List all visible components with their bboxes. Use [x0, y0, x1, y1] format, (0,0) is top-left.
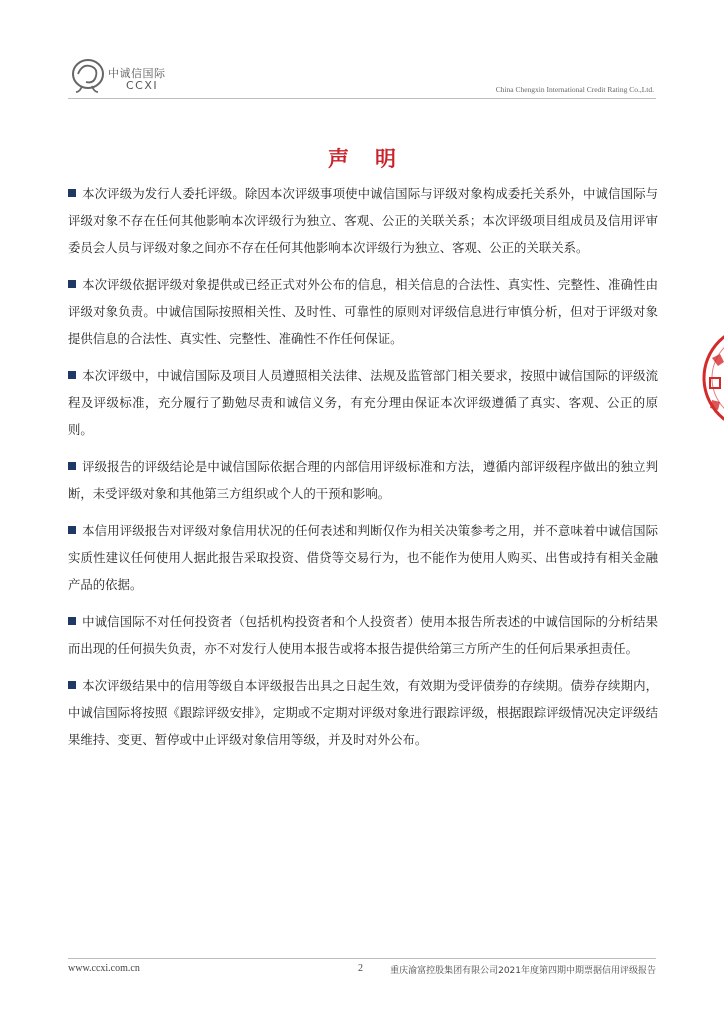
ccxi-logo [68, 56, 172, 98]
paragraph-text: 本次评级依据评级对象提供或已经正式对外公布的信息，相关信息的合法性、真实性、完整性、准确性由评级对象负责。中诚信国际按照相关性、及时性、可靠性的原则对评级信息进行审慎分析，但对于评级对象提供信息的合法性、真实性、完整性、准确性不作任何保证。 [68, 277, 658, 346]
statement-paragraph [68, 453, 658, 507]
statement-paragraph [68, 672, 658, 753]
logo-text-cn: 中诚信国际 [108, 67, 166, 80]
square-bullet-icon [68, 371, 76, 379]
paragraph-text: 本次评级结果中的信用等级自本评级报告出具之日起生效，有效期为受评债券的存续期。债券存续期内，中诚信国际将按照《跟踪评级安排》，定期或不定期对评级对象进行跟踪评级，根据跟踪评级情况决定评级结果维持、变更、暂停或中止评级对象信用等级，并及时对外公布。 [68, 678, 658, 747]
square-bullet-icon [68, 526, 76, 534]
page-title: 声明 [328, 147, 422, 171]
footer-website: www.ccxi.com.cn [68, 963, 140, 974]
paragraph-text: 本次评级中，中诚信国际及项目人员遵照相关法律、法规及监管部门相关要求，按照中诚信国际的评级流程及评级标准，充分履行了勤勉尽责和诚信义务，有充分理由保证本次评级遵循了真实、客观、公正的原则。 [68, 368, 658, 437]
paragraph-text: 评级报告的评级结论是中诚信国际依据合理的内部信用评级标准和方法，遵循内部评级程序做出的独立判断，未受评级对象和其他第三方组织或个人的干预和影响。 [68, 459, 658, 501]
square-bullet-icon [68, 280, 76, 288]
header-org-name: China Chengxin International Credit Rating Co.,Ltd. [495, 85, 654, 94]
statement-paragraph [68, 362, 658, 443]
paragraph-text: 中诚信国际不对任何投资者（包括机构投资者和个人投资者）使用本报告所表述的中诚信国际的分析结果而出现的任何损失负责，亦不对发行人使用本报告或将本报告提供给第三方所产生的任何后果承担责任。 [68, 614, 658, 656]
statement-paragraph [68, 517, 658, 598]
statement-paragraph [68, 180, 658, 261]
page-header [0, 0, 724, 110]
paragraph-text: 本信用评级报告对评级对象信用状况的任何表述和判断仅作为相关决策参考之用，并不意味着中诚信国际实质性建议任何使用人据此报告采取投资、借贷等交易行为，也不能作为使用人购买、出售或持有相关金融产品的依据。 [68, 523, 658, 592]
square-bullet-icon [68, 681, 76, 689]
elephant-logo-icon [68, 56, 108, 96]
square-bullet-icon [68, 189, 76, 197]
paragraph-text: 本次评级为发行人委托评级。除因本次评级事项使中诚信国际与评级对象构成委托关系外，中诚信国际与评级对象不存在任何其他影响本次评级行为独立、客观、公正的关联关系；本次评级项目组成员及信用评审委员会人员与评级对象之间亦不存在任何其他影响本次评级行为独立、客观、公正的关联关系。 [68, 186, 658, 255]
company-seal-icon [694, 318, 724, 438]
square-bullet-icon [68, 617, 76, 625]
statement-paragraph [68, 271, 658, 352]
page-number: 2 [358, 963, 363, 974]
footer-report-title: 重庆渝富控股集团有限公司2021年度第四期中期票据信用评级报告 [390, 966, 656, 976]
header-divider [68, 98, 656, 99]
square-bullet-icon [68, 462, 76, 470]
statement-body [68, 180, 658, 763]
logo-text-en: CCXI [126, 79, 159, 92]
footer-divider [68, 958, 656, 959]
statement-paragraph [68, 608, 658, 662]
